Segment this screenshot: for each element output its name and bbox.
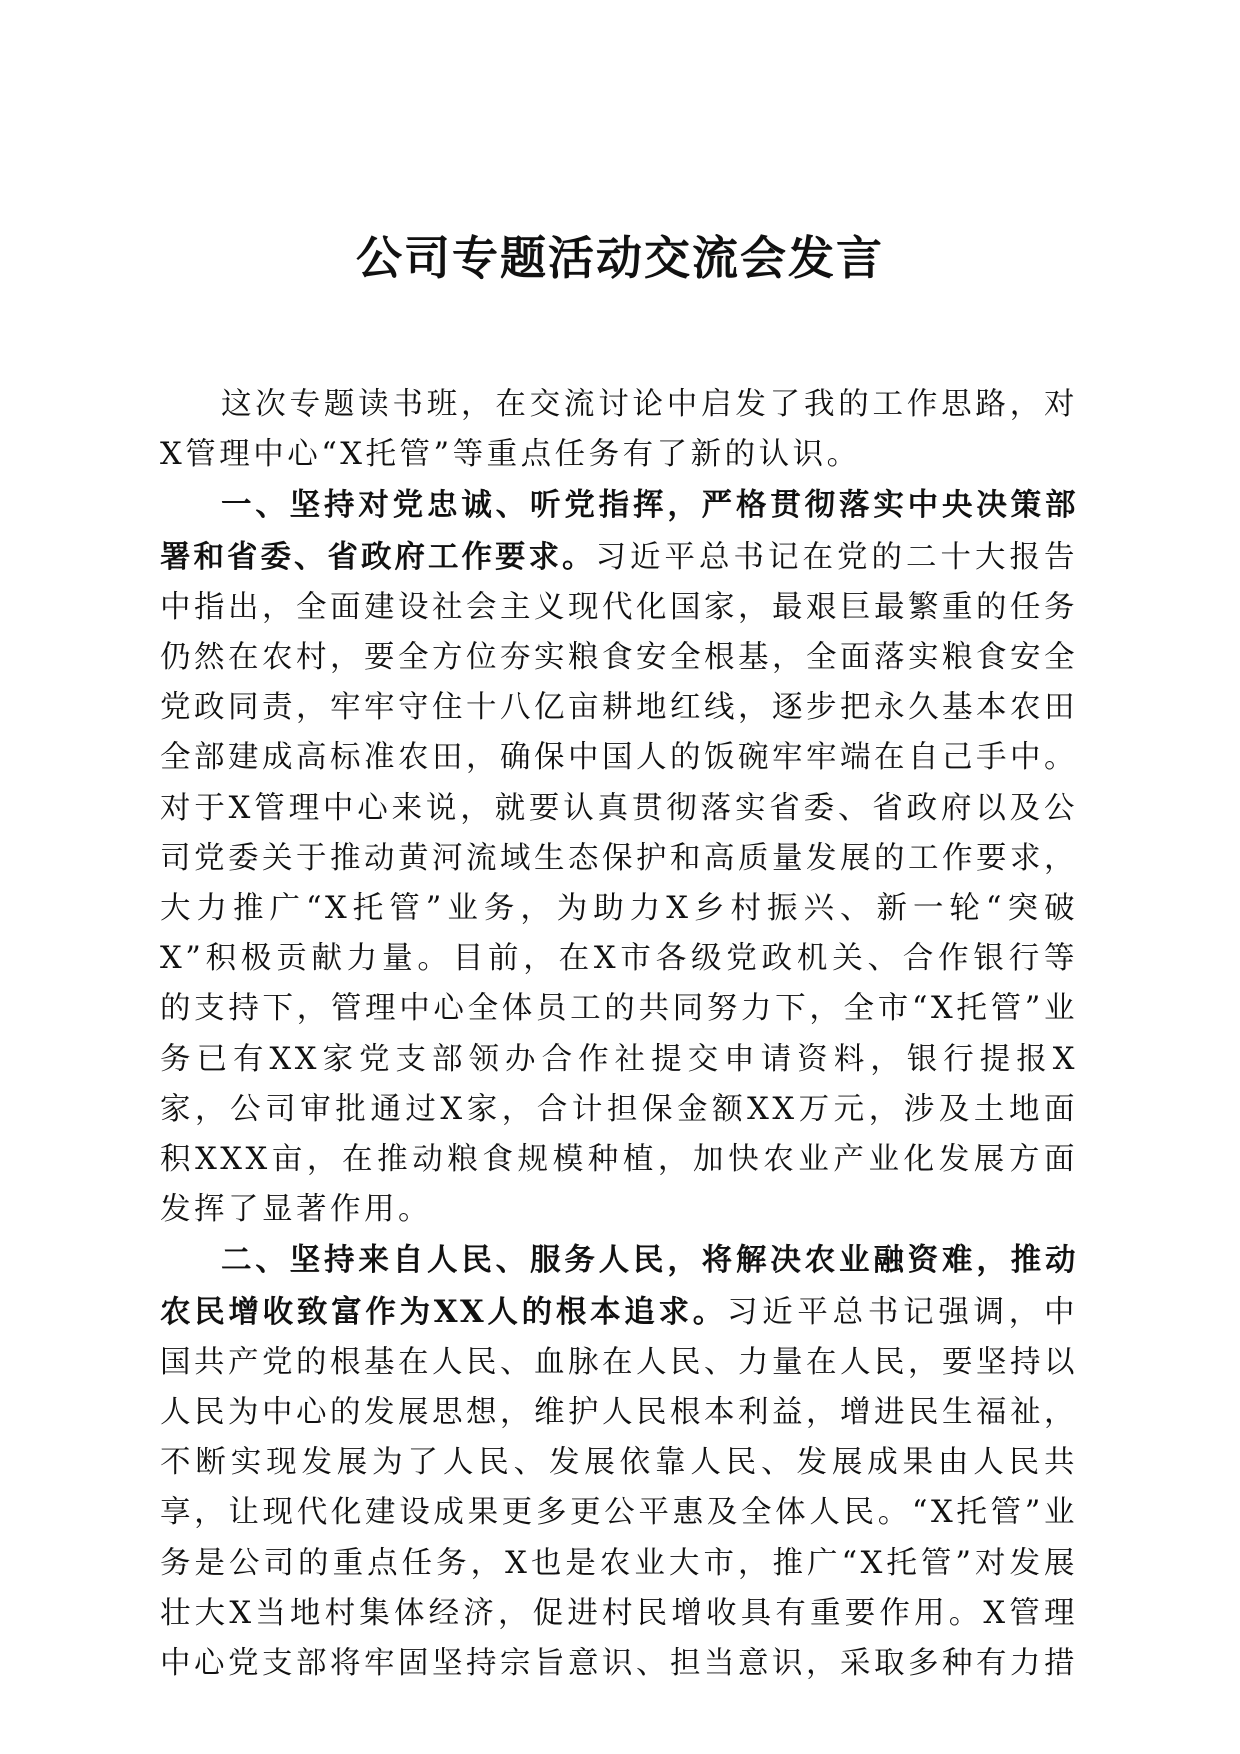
paragraph-section-1 (160, 480, 1078, 1235)
paragraph-intro (160, 380, 1078, 480)
document-body (160, 380, 1078, 1689)
paragraph-intro-text: 这次专题读书班，在交流讨论中启发了我的工作思路，对X管理中心“X托管”等重点任务有了新的认识。 (160, 387, 1078, 473)
section-1-heading: 一、坚持对党忠诚、听党指挥，严格贯彻落实中央决策部署和省委、省政府工作要求。 (160, 487, 1078, 575)
document-title: 公司专题活动交流会发言 (356, 231, 884, 285)
paragraph-section-2 (160, 1235, 1078, 1689)
section-1-text: 习近平总书记在党的二十大报告中指出，全面建设社会主义现代化国家，最艰巨最繁重的任务仍然在农村，要全方位夯实粮食安全根基，全面落实粮食安全党政同责，牢牢守住十八亿亩耕地红线，逐步把永久基本农田全部建成高标准农田，确保中国人的饭碗牢牢端在自己手中。对于X管理中心来说，就要认真贯彻落实省委、省政府以及公司党委关于推动黄河流域生态保护和高质量发展的工作要求，大力推广“X托管”业务，为助力X乡村振兴、新一轮“突破X”积极贡献力量。目前，在X市各级党政机关、合作银行等的支持下，管理中心全体员工的共同努力下，全市“X托管”业务已有XX家党支部领办合作社提交申请资料，银行提报X家，公司审批通过X家，合计担保金额XX万元，涉及土地面积XXX亩，在推动粮食规模种植，加快农业产业化发展方面发挥了显著作用。 (160, 539, 1078, 1228)
section-2-text: 习近平总书记强调，中国共产党的根基在人民、血脉在人民、力量在人民，要坚持以人民为中心的发展思想，维护人民根本利益，增进民生福祉，不断实现发展为了人民、发展依靠人民、发展成果由人民共享，让现代化建设成果更多更公平惠及全体人民。“X托管”业务是公司的重点任务，X也是农业大市，推广“X托管”对发展壮大X当地村集体经济，促进村民增收具有重要作用。X管理中心党支部将牢固坚持宗旨意识、担当意识，采取多种有力措 (160, 1294, 1079, 1682)
section-2-heading: 二、坚持来自人民、服务人民，将解决农业融资难，推动农民增收致富作为XX人的根本追求。 (160, 1242, 1078, 1330)
